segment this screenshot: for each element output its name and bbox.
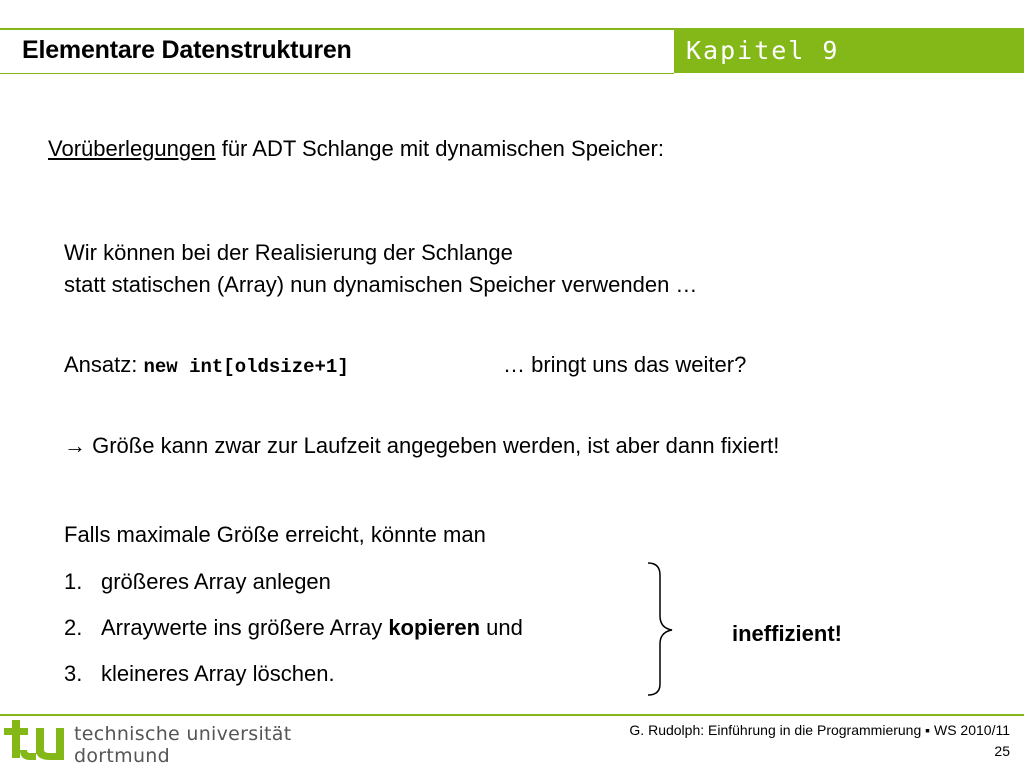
list-item-2-text: Arraywerte ins größere Array <box>101 615 389 640</box>
list-item-2 <box>101 615 523 641</box>
lecture-info: G. Rudolph: Einführung in die Programmierung ▪ WS 2010/11 <box>629 722 1010 738</box>
curly-brace <box>640 558 680 700</box>
brace-note: ineffizient! <box>732 621 842 646</box>
list-item-3: kleineres Array löschen. <box>101 661 335 686</box>
paragraph-line-2: statt statischen (Array) nun dynamischen Speicher verwenden … <box>64 272 698 297</box>
heading-underlined: Vorüberlegungen <box>48 136 216 161</box>
chapter-label: Kapitel 9 <box>686 36 840 65</box>
list-number-2: 2. <box>64 615 83 640</box>
tu-logo-icon <box>2 718 68 766</box>
arrow-statement: → Größe kann zwar zur Laufzeit angegeben werden, ist aber dann fixiert! <box>64 433 780 458</box>
slide-title: Elementare Datenstrukturen <box>22 36 352 64</box>
list-number-3: 3. <box>64 661 83 686</box>
heading-rest: für ADT Schlange mit dynamischen Speicher: <box>215 136 664 161</box>
page-number: 25 <box>994 743 1010 759</box>
ansatz-label: Ansatz: <box>64 352 144 377</box>
ansatz-line <box>64 352 349 378</box>
ansatz-question: … bringt uns das weiter? <box>503 352 747 377</box>
section-heading <box>48 136 664 162</box>
ansatz-code: new int[oldsize+1] <box>143 356 349 378</box>
list-item-2-tail: und <box>480 615 523 640</box>
paragraph-line-1: Wir können bei der Realisierung der Schlange <box>64 240 513 265</box>
list-item-1: größeres Array anlegen <box>101 569 331 594</box>
falls-line: Falls maximale Größe erreicht, könnte man <box>64 522 486 547</box>
list-number-1: 1. <box>64 569 83 594</box>
header-underline <box>0 73 674 74</box>
university-name-line-2: dortmund <box>74 745 170 767</box>
list-item-2-bold: kopieren <box>388 615 481 640</box>
footer-rule <box>0 714 1024 716</box>
university-name-line-1: technische universität <box>74 723 292 745</box>
